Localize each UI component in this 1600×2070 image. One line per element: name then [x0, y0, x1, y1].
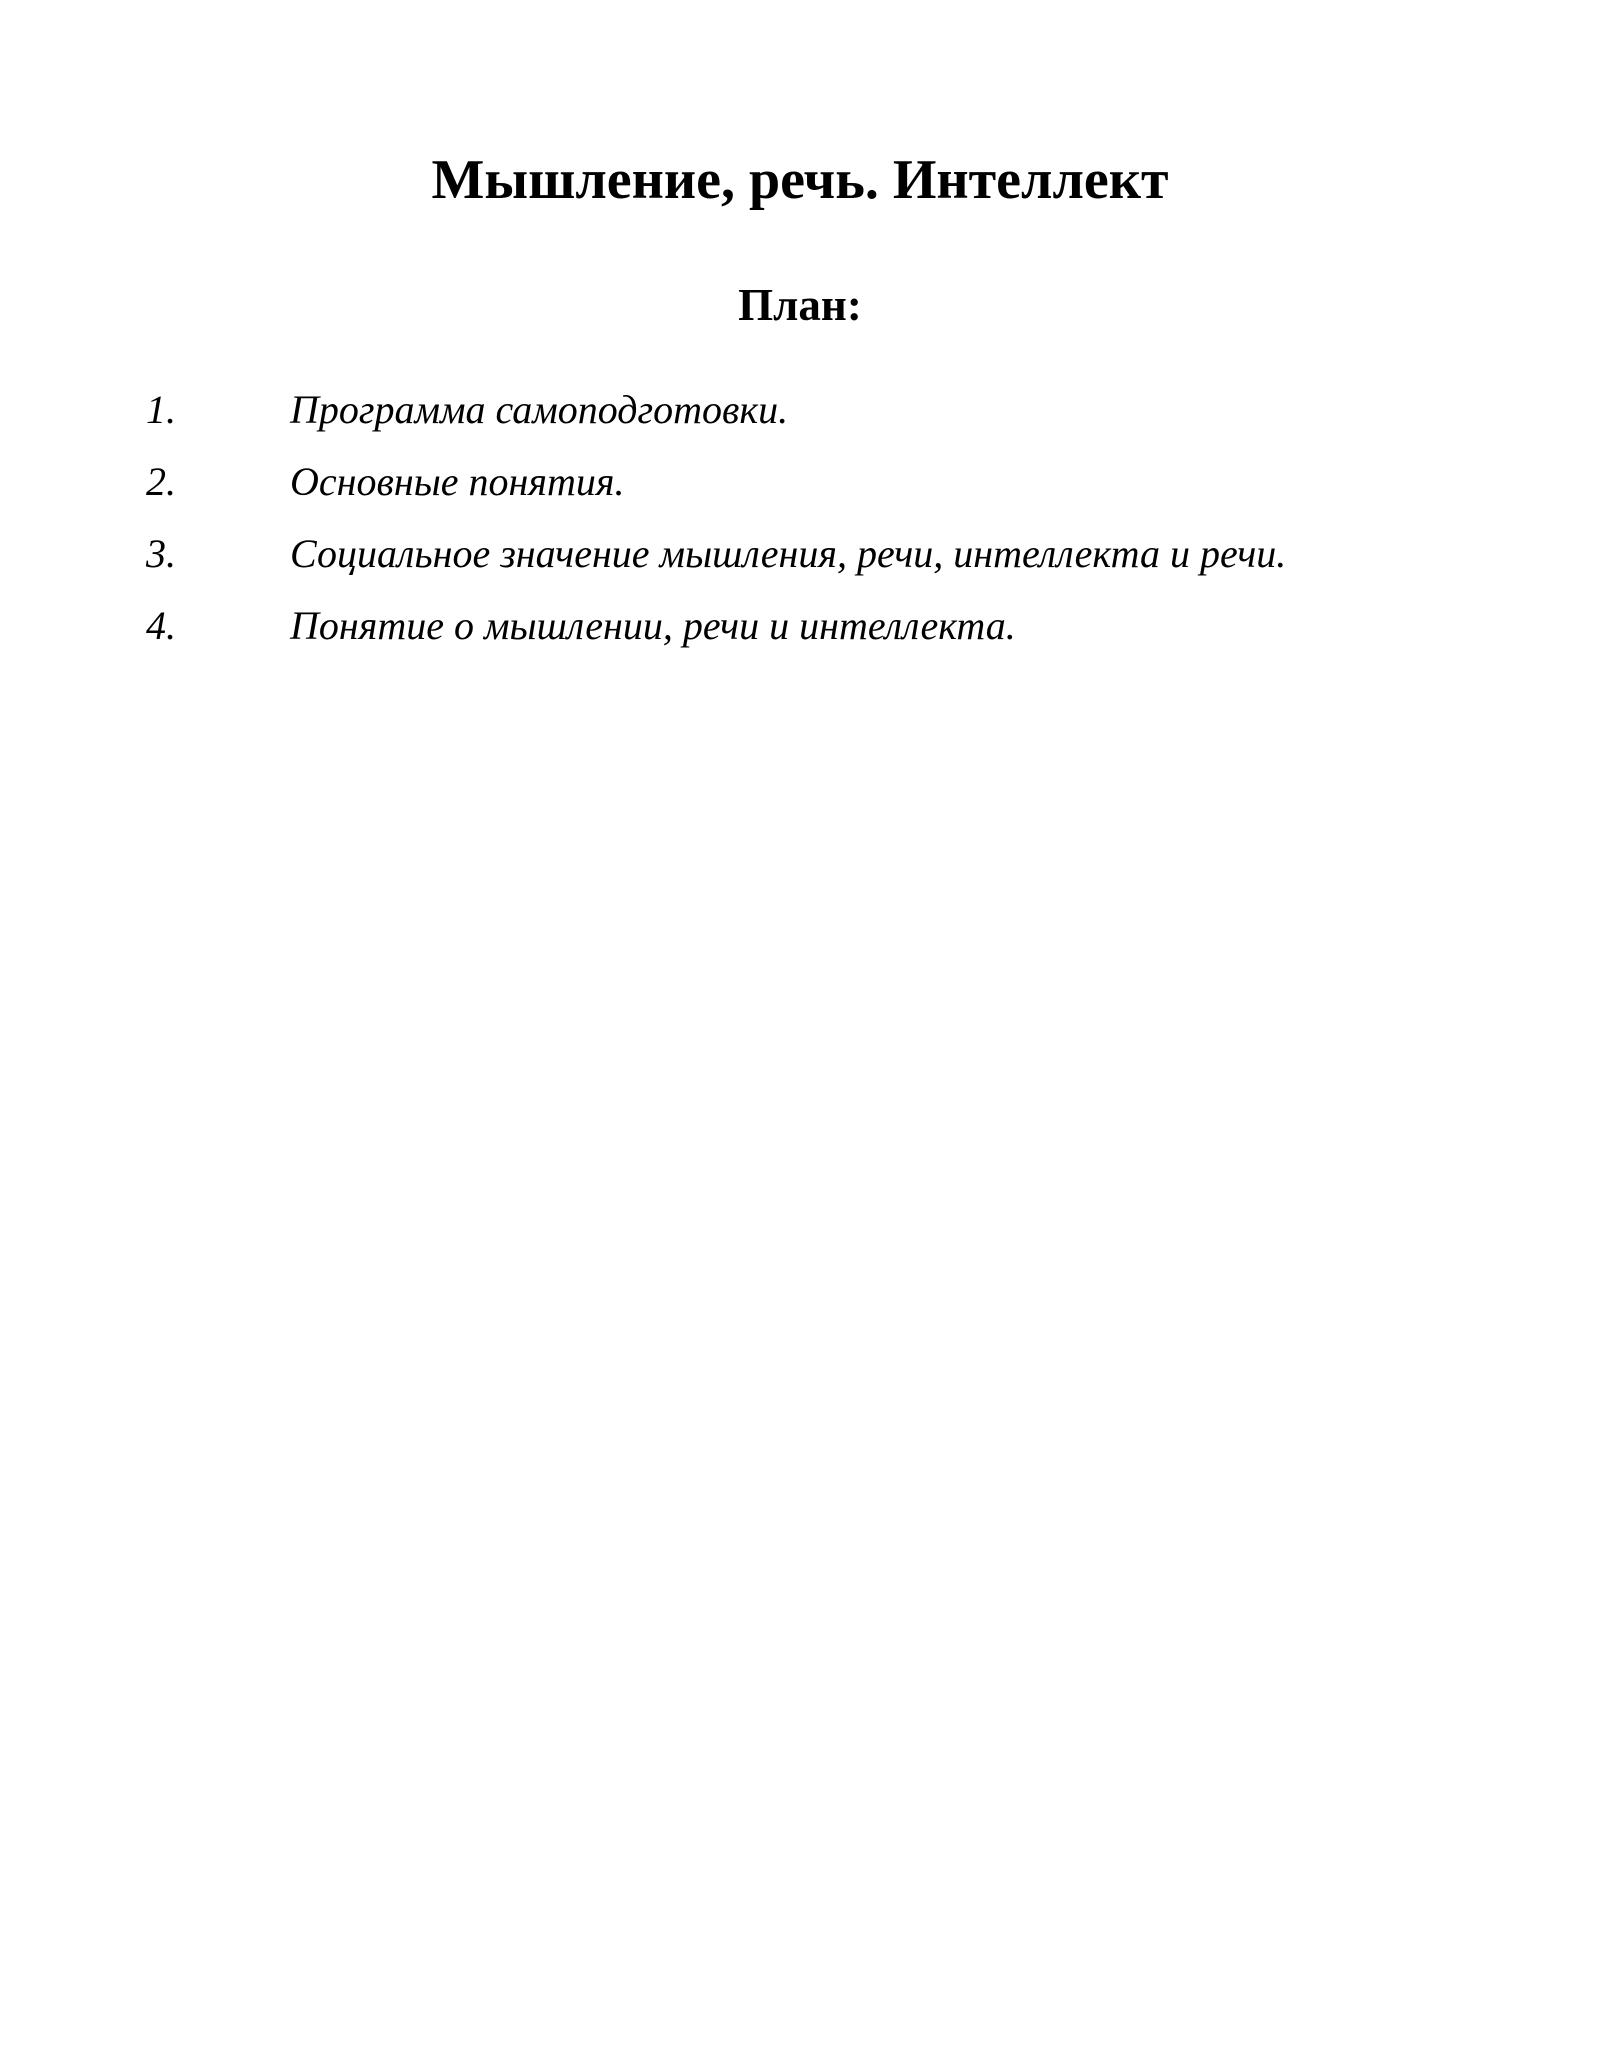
list-item	[0, 596, 1600, 668]
list-item-number: 3.	[146, 531, 176, 576]
list-item	[0, 524, 1600, 596]
list-item-number: 4.	[146, 603, 176, 648]
list-item	[0, 452, 1600, 524]
list-item-text: Основные понятия.	[290, 459, 625, 504]
list-item-number: 1.	[146, 387, 176, 432]
list-item-text: Программа самоподготовки.	[290, 387, 789, 432]
plan-list	[0, 380, 1600, 668]
list-item-number: 2.	[146, 459, 176, 504]
list-item-text: Социальное значение мышления, речи, интеллекта и речи.	[290, 531, 1287, 576]
list-item-text: Понятие о мышлении, речи и интеллекта.	[290, 603, 1016, 648]
plan-heading: План:	[738, 280, 862, 330]
page-title: Мышление, речь. Интеллект	[431, 149, 1169, 211]
list-item	[0, 380, 1600, 452]
